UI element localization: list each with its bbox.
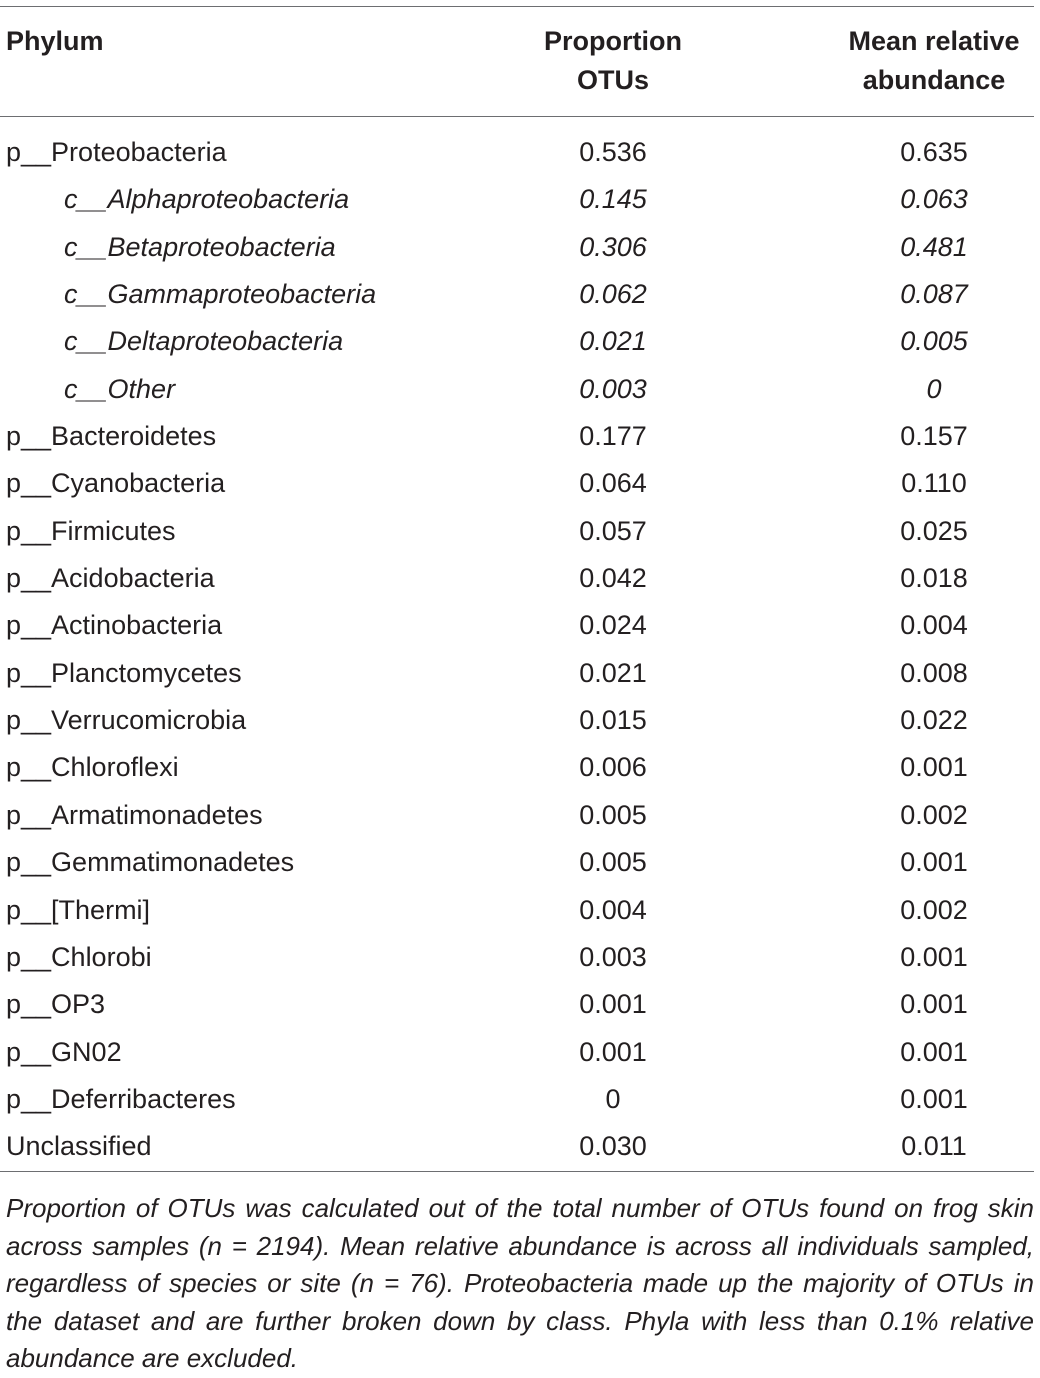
mean-abundance-value: 0.002 (900, 894, 968, 925)
proportion-otus-value: 0.015 (579, 705, 647, 736)
taxon-name: p__Cyanobacteria (6, 468, 226, 499)
mean-abundance-value: 0 (926, 373, 942, 404)
table-row (0, 1029, 1034, 1076)
mean-abundance-value: 0.004 (900, 610, 968, 641)
taxon-name: p__[Thermi] (6, 894, 151, 925)
taxon-name: p__GN02 (6, 1036, 122, 1067)
mean-abundance-value: 0.025 (900, 515, 968, 546)
proportion-otus-value: 0.003 (579, 373, 647, 404)
proportion-otus-value: 0.003 (579, 941, 647, 972)
proportion-otus-value: 0 (605, 1083, 621, 1114)
proportion-otus-value: 0.021 (579, 657, 647, 688)
mean-abundance-value: 0.063 (900, 184, 968, 215)
taxon-name: p__Planctomycetes (6, 657, 242, 688)
bottom-rule (0, 1171, 1034, 1172)
table-subrow (0, 366, 1034, 413)
header-mean-relative-abundance (800, 22, 1040, 100)
taxon-name: c__Deltaproteobacteria (64, 326, 344, 357)
proportion-otus-value: 0.005 (579, 799, 647, 830)
table-subrow (0, 176, 1034, 223)
taxon-name: c__Betaproteobacteria (64, 231, 336, 262)
table-row (0, 1123, 1034, 1170)
mean-abundance-value: 0.001 (900, 847, 968, 878)
taxon-name: c__Alphaproteobacteria (64, 184, 350, 215)
proportion-otus-value: 0.005 (579, 847, 647, 878)
header-proportion-line1: Proportion (544, 26, 682, 56)
taxon-name: p__Actinobacteria (6, 610, 223, 641)
table-row (0, 792, 1034, 839)
taxon-name: p__Armatimonadetes (6, 799, 263, 830)
proportion-otus-value: 0.006 (579, 752, 647, 783)
mean-abundance-value: 0.635 (900, 137, 968, 167)
taxon-name: p__Acidobacteria (6, 563, 215, 594)
taxon-name: c__Other (64, 373, 176, 404)
table-subrow (0, 224, 1034, 271)
proportion-otus-value: 0.062 (579, 279, 647, 310)
proportion-otus-value: 0.177 (579, 421, 647, 452)
table-row (0, 934, 1034, 981)
taxon-name: p__OP3 (6, 989, 106, 1020)
table-row (0, 839, 1034, 886)
header-rule (0, 116, 1034, 117)
mean-abundance-value: 0.022 (900, 705, 968, 736)
table-row (0, 413, 1034, 460)
table-row (0, 602, 1034, 649)
taxon-name: Unclassified (6, 1131, 152, 1162)
taxon-name: p__Bacteroidetes (6, 421, 217, 452)
mean-abundance-value: 0.008 (900, 657, 968, 688)
table-subrow (0, 271, 1034, 318)
proportion-otus-value: 0.057 (579, 515, 647, 546)
taxon-name: p__Chloroflexi (6, 752, 179, 783)
taxon-name: p__Firmicutes (6, 515, 176, 546)
mean-abundance-value: 0.001 (900, 1036, 968, 1067)
mean-abundance-value: 0.011 (901, 1131, 967, 1162)
mean-abundance-value: 0.087 (900, 279, 968, 310)
proportion-otus-value: 0.145 (579, 184, 647, 215)
proportion-otus-value: 0.064 (579, 468, 647, 499)
taxon-name: p__Chlorobi (6, 941, 152, 972)
mean-abundance-value: 0.001 (900, 941, 968, 972)
mean-abundance-value: 0.001 (900, 1083, 968, 1114)
mean-abundance-value: 0.481 (900, 231, 968, 262)
taxon-name: p__Verrucomicrobia (6, 705, 247, 736)
top-rule (0, 6, 1034, 7)
mean-abundance-value: 0.110 (901, 468, 967, 499)
table-row (0, 650, 1034, 697)
mean-abundance-value: 0.018 (900, 563, 968, 594)
table-row (0, 555, 1034, 602)
table-row (0, 887, 1034, 934)
taxon-name: c__Gammaproteobacteria (64, 279, 377, 310)
table-row (0, 697, 1034, 744)
taxon-name: p__Proteobacteria (6, 137, 227, 167)
table-body (0, 129, 1034, 1171)
header-phylum (6, 22, 104, 61)
table-row (0, 1076, 1034, 1123)
table-row (0, 981, 1034, 1028)
table-row (0, 129, 1034, 176)
table-footnote: Proportion of OTUs was calculated out of the total number of OTUs found on frog skin across samples (n = 2194). Mean relative abundance is across all individuals sampled, regardless of species or site (n = 76). Proteobacteria made up the majority of OTUs in the dataset and are further broken down by class. Phyla with less than 0.1% relative abundance are excluded. (6, 1193, 1034, 1373)
mean-abundance-value: 0.001 (900, 989, 968, 1020)
table-row (0, 508, 1034, 555)
header-phylum-label: Phylum (6, 26, 104, 56)
header-abundance-line2: abundance (862, 65, 1006, 95)
table-row (0, 460, 1034, 507)
mean-abundance-value: 0.157 (900, 421, 968, 452)
proportion-otus-value: 0.001 (579, 989, 647, 1020)
table-subrow (0, 318, 1034, 365)
proportion-otus-value: 0.306 (579, 231, 647, 262)
proportion-otus-value: 0.004 (579, 894, 647, 925)
mean-abundance-value: 0.005 (900, 326, 968, 357)
table-row (0, 744, 1034, 791)
proportion-otus-value: 0.021 (579, 326, 647, 357)
taxon-name: p__Gemmatimonadetes (6, 847, 295, 878)
proportion-otus-value: 0.536 (579, 137, 647, 167)
proportion-otus-value: 0.024 (579, 610, 647, 641)
proportion-otus-value: 0.030 (579, 1131, 647, 1162)
mean-abundance-value: 0.001 (900, 752, 968, 783)
header-abundance-line1: Mean relative (848, 26, 1020, 56)
header-proportion-otus (470, 22, 756, 100)
mean-abundance-value: 0.002 (900, 799, 968, 830)
header-proportion-line2: OTUs (576, 65, 649, 95)
proportion-otus-value: 0.001 (579, 1036, 647, 1067)
taxon-name: p__Deferribacteres (6, 1083, 236, 1114)
proportion-otus-value: 0.042 (579, 563, 647, 594)
